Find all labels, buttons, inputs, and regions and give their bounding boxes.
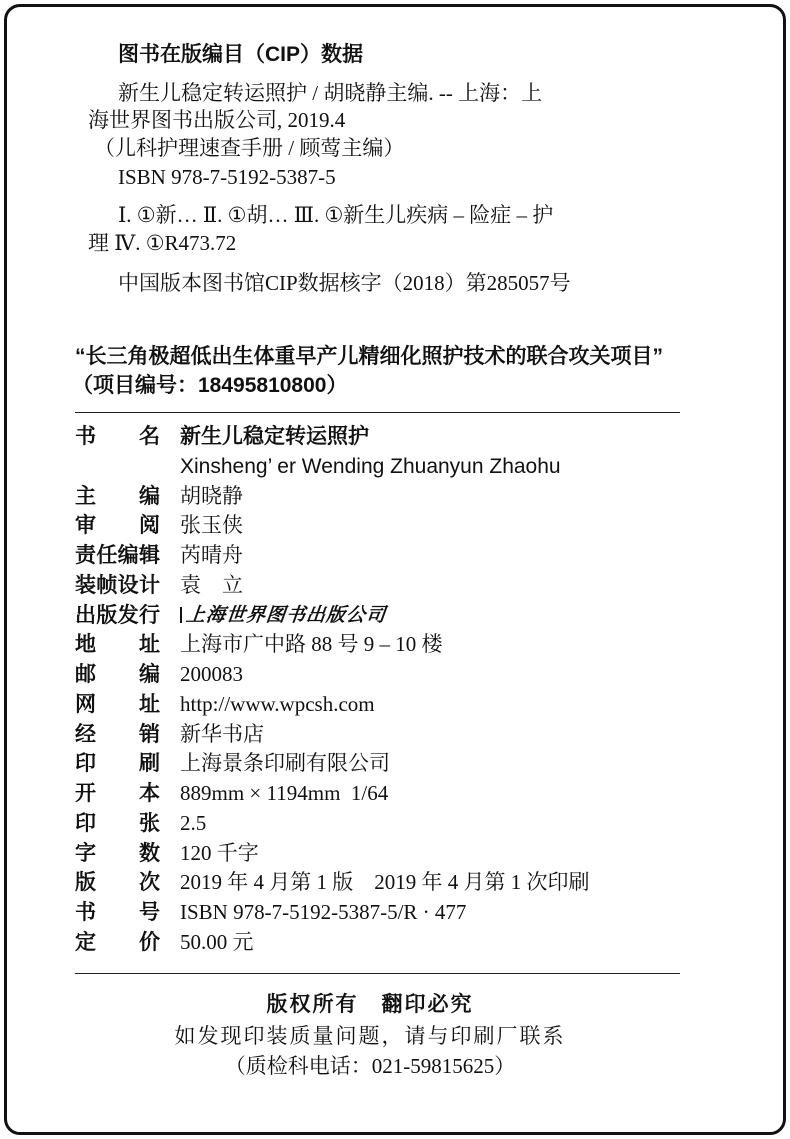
label-char: 字 [75,841,96,865]
colophon-row [75,928,680,958]
cip-isbn: ISBN 978-7-5192-5387-5 [118,165,336,189]
label-char: 价 [139,930,160,954]
colophon-row-pinyin [75,452,680,482]
colophon-row [75,660,680,690]
label-char: 本 [139,782,160,805]
row-value: 120 千字 [180,840,259,865]
label-char: 印 [75,752,96,776]
colophon-row [75,690,680,720]
divider-bottom [75,973,680,974]
colophon-row [75,809,680,839]
project-number: （项目编号：18495810800） [72,374,348,397]
label-char: 责 [75,544,96,567]
label-char: 销 [139,722,160,746]
label-char: 主 [75,484,96,508]
row-label [75,779,160,809]
cip-line: 新生儿稳定转运照护 / 胡晓静主编. -- 上海：上 [118,81,543,105]
label-char: 名 [139,425,160,448]
label-char: 装 [75,573,96,597]
quality-phone: （质检科电话：021-59815625） [224,1054,516,1078]
label-char: 刷 [139,752,160,776]
row-value: http://www.wpcsh.com [180,691,375,716]
row-value: 张玉侠 [180,513,243,538]
cip-line: 理 Ⅳ. ①R473.72 [88,231,237,255]
row-label [75,928,160,958]
cip-heading: 图书在版编目（CIP）数据 [118,43,364,66]
label-char: 行 [138,603,160,627]
label-char: 计 [138,573,160,597]
project-title: “长三角极超低出生体重早产儿精细化照护技术的联合攻关项目” [75,345,663,368]
label-char: 开 [75,782,96,805]
label-char: 版 [75,871,96,895]
row-label [75,660,160,690]
label-char: 书 [75,901,96,924]
label-char: 印 [75,811,96,835]
label-char: 数 [139,841,160,865]
row-value: 50.00 元 [180,929,254,954]
colophon-row [75,749,680,779]
colophon-row [75,571,680,601]
publisher-logo [180,601,386,631]
colophon-row [75,779,680,809]
row-value: 2019 年 4 月第 1 版 2019 年 4 月第 1 次印刷 [180,870,590,895]
row-label [75,720,160,750]
row-value: 上海市广中路 88 号 9 – 10 楼 [180,632,443,657]
row-label [75,571,160,601]
label-char: 次 [139,871,160,895]
row-label [75,868,160,898]
row-value: 上海景条印刷有限公司 [180,751,390,776]
row-label [75,898,160,928]
colophon-row [75,898,680,928]
divider-top [75,412,680,413]
cip-line: Ⅰ. ①新… Ⅱ. ①胡… Ⅲ. ①新生儿疾病 – 险症 – 护 [118,203,554,227]
label-char: 经 [75,722,96,746]
label-char: 设 [117,573,139,597]
row-label [75,839,160,869]
row-label [75,630,160,660]
row-value: 2.5 [180,810,207,835]
label-char: 阅 [139,514,160,538]
label-char: 定 [75,930,96,954]
label-char: 版 [96,603,118,627]
label-char: 网 [75,692,96,716]
row-value: 200083 [180,662,243,686]
row-label [75,541,160,571]
row-value: 新华书店 [180,721,264,746]
row-label [75,601,160,631]
cip-line: （儿科护理速查手册 / 顾莺主编） [94,136,405,160]
colophon-row [75,720,680,750]
colophon-row-publisher [75,601,680,631]
colophon-row [75,482,680,512]
label-char: 发 [117,603,139,627]
colophon-row [75,868,680,898]
publisher-logo-text: 上海世界图书出版公司 [184,603,388,626]
label-char: 编 [139,663,160,686]
row-label [75,809,160,839]
row-value: 胡晓静 [180,483,243,508]
colophon-row [75,541,680,571]
row-label [75,690,160,720]
label-char: 张 [139,811,160,835]
row-label [75,749,160,779]
book-title-pinyin: Xinsheng’ er Wending Zhuanyun Zhaohu [180,454,561,478]
label-char: 审 [75,514,96,538]
colophon-row [75,839,680,869]
label-char: 编 [117,544,139,567]
copyright-notice: 版权所有 翻印必究 [266,993,474,1016]
label-char: 帧 [96,573,118,597]
label-char: 编 [139,484,160,508]
cip-record-number: 中国版本图书馆CIP数据核字（2018）第285057号 [118,271,571,295]
label-char: 辑 [138,544,160,567]
quality-notice: 如发现印装质量问题，请与印刷厂联系 [174,1024,566,1048]
logo-mark [180,607,182,623]
row-label [75,511,160,541]
cip-line: 海世界图书出版公司, 2019.4 [88,108,346,132]
row-label [75,482,160,512]
row-value: ISBN 978-7-5192-5387-5/R · 477 [180,900,467,924]
label-char: 地 [75,633,96,657]
row-value: 袁 立 [180,572,243,597]
label-char: 号 [139,901,160,924]
label-char: 邮 [75,663,96,686]
colophon-row [75,511,680,541]
label-char: 书 [75,425,96,448]
label-char: 出 [75,603,96,627]
colophon-table [75,422,680,958]
label-char: 址 [139,633,160,657]
row-label [75,422,160,452]
row-value: 芮晴舟 [180,543,243,567]
row-value: 889mm × 1194mm 1/64 [180,781,389,805]
colophon-row-title [75,422,680,452]
label-char: 任 [96,544,118,567]
colophon-row [75,630,680,660]
book-title: 新生儿稳定转运照护 [180,425,369,448]
label-char: 址 [139,692,160,716]
